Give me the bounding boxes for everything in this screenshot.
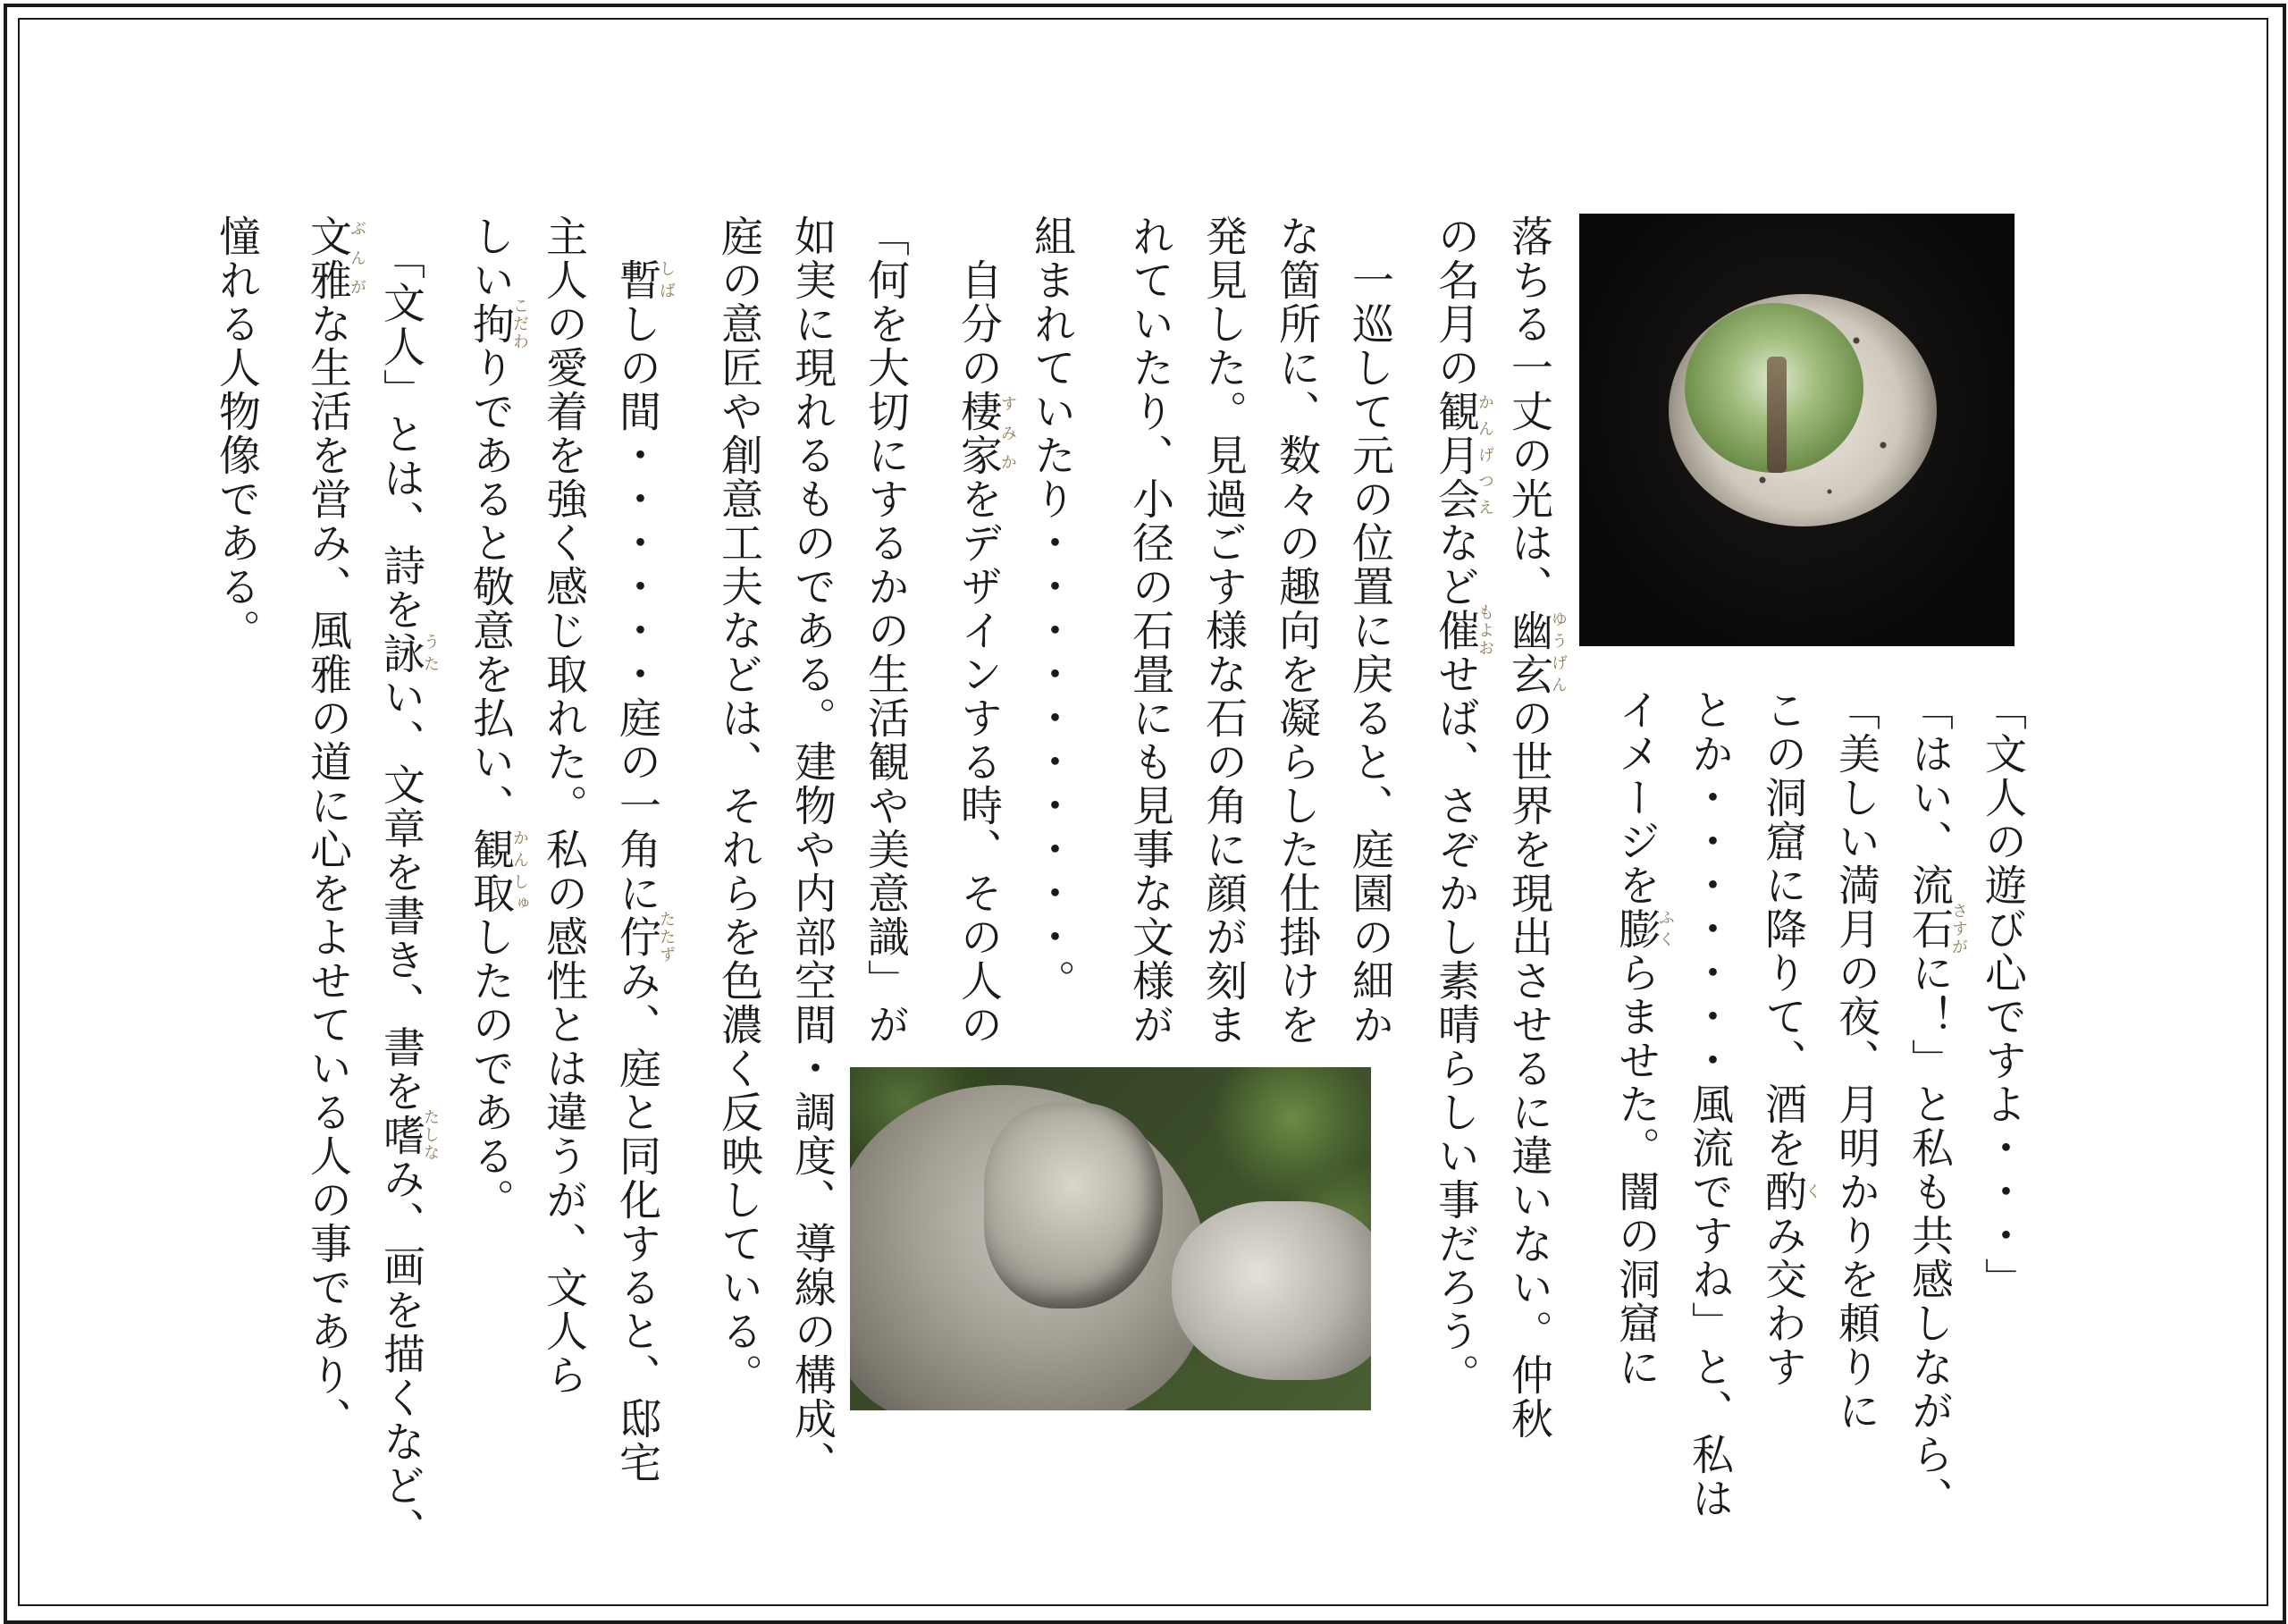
text-column-12: れていたり、小径の石畳にも見事な文様が [1125,215,1174,1047]
text-column-23: 憧れる人物像である。 [212,215,261,652]
text-column-15: 「何を大切にするかの生活観や美意識」が [861,215,910,1047]
text-column-11: 発見した。見過ごす様な石の角に顔が刻ま [1199,215,1248,1047]
text-column-6: イメージを膨ふくらませた。闇の洞窟に [1611,688,1675,1389]
text-column-1: 「文人の遊び心ですよ・・・」 [1978,688,2027,1301]
text-column-21: 「文人」とは、詩を詠うたい、文章を書き、書を嗜たしなみ、画を描くなど、 [376,215,440,1552]
text-column-19: 主人の愛着を強く感じ取れた。私の感性とは違うが、文人ら [539,215,588,1397]
text-column-8: の名月の観月会かんげつえなど催もよおせば、さぞかし素晴らしい事だろう。 [1431,215,1494,1397]
text-column-17: 庭の意匠や創意工夫などは、それらを色濃く反映している。 [714,215,763,1397]
stone-rock [1172,1201,1371,1380]
cave-opening-photo [1579,214,2015,646]
carved-stone-photo [850,1067,1371,1410]
text-column-10: な箇所に、数々の趣向を凝らした仕掛けを [1272,215,1321,1047]
text-column-16: 如実に現れるものである。建物や内部空間・調度、導線の構成、 [787,215,837,1485]
carved-face [984,1103,1163,1308]
cave-shadow [1579,214,2015,646]
text-column-7: 落ちる一丈の光は、幽玄ゆうげんの世界を現出させるに違いない。仲秋 [1504,215,1568,1441]
text-column-4: この洞窟に降りて、酒を酌くみ交わす [1758,688,1821,1389]
text-column-5: とか・・・・・・・風流ですね」と、私は [1685,688,1734,1520]
text-column-13: 組まれていたり・・・・・・・・・・。 [1027,215,1076,1003]
text-column-22: 文雅ぶんがな生活を営み、風雅の道に心をよせている人の事であり、 [303,215,366,1441]
text-column-3: 「美しい満月の夜、月明かりを頼りに [1831,688,1880,1433]
text-column-18: 暫しばしの間・・・・・・庭の一角に佇たたずみ、庭と同化すると、邸宅 [612,258,676,1485]
text-column-14: 自分の棲家すみかをデザインする時、その人の [954,215,1017,1047]
text-column-9: 一巡して元の位置に戻ると、庭園の細か [1345,215,1394,1047]
text-column-2: 「はい、流石さすがに！」と私も共感しながら、 [1905,688,1968,1520]
text-column-20: しい拘こだわりであると敬意を払い、観取かんしゅしたのである。 [466,215,529,1222]
